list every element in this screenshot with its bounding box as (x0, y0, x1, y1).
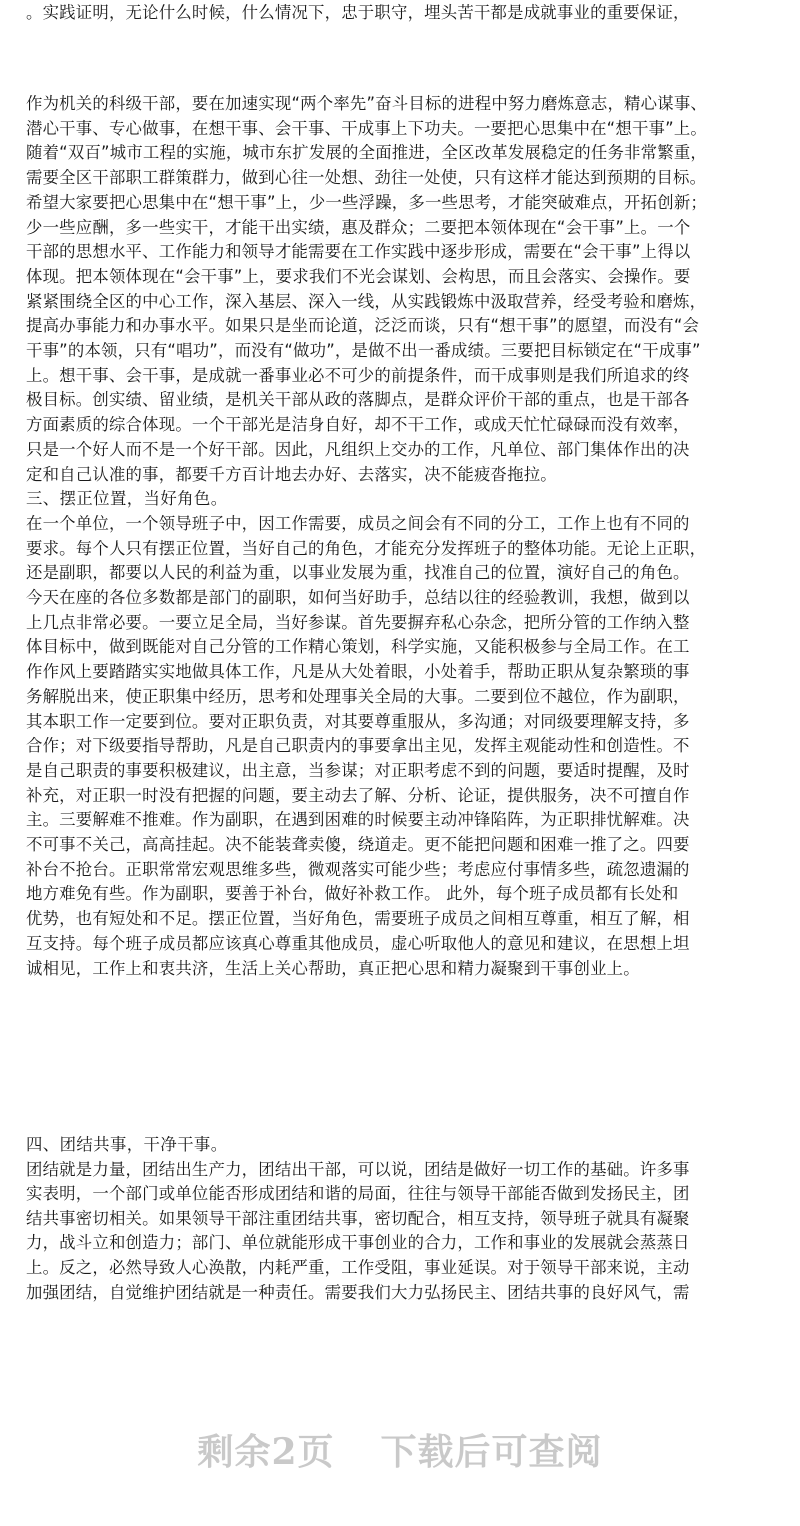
download-banner[interactable] (0, 1422, 800, 1482)
text-line: 是自己职责的事要积极建议，出主意，当参谋；对正职考虑不到的问题，要适时提醒，及时 (26, 761, 690, 780)
text-line: 实表明，一个部门或单位能否形成团结和谐的局面，往往与领导干部能否做到发扬民主，团 (26, 1184, 690, 1203)
text-line: 主。三要解难不推难。作为副职，在遇到困难的时候要主动冲锋陷阵，为正职排忧解难。决 (26, 810, 690, 829)
text-line: 结共事密切相关。如果领导干部注重团结共事，密切配合，相互支持，领导班子就具有凝聚 (26, 1209, 690, 1228)
text-line: 务解脱出来，使正职集中经历，思考和处理事关全局的大事。二要到位不越位，作为副职， (26, 687, 690, 706)
text-line: 地方难免有些。作为副职，要善于补台，做好补救工作。 此外，每个班子成员都有长处和 (26, 884, 679, 903)
text-line: 提高办事能力和办事水平。如果只是坐而论道，泛泛而谈，只有“想干事”的愿望，而没有“会 (26, 316, 700, 335)
text-line: 补台不抢台。正职常常宏观思维多些，微观落实可能少些；考虑应付事情多些，疏忽遗漏的 (26, 860, 690, 879)
text-line: 不可事不关己，高高挂起。决不能装聋卖傻，绕道走。更不能把问题和困难一推了之。四要 (26, 835, 690, 854)
text-line: 方面素质的综合体现。一个干部光是洁身自好，却不干工作，或成天忙忙碌碌而没有效率， (26, 415, 690, 434)
text-line: 加强团结，自觉维护团结就是一种责任。需要我们大力弘扬民主、团结共事的良好风气，需 (26, 1283, 690, 1302)
text-line: 体现。把本领体现在“会干事”上，要求我们不光会谋划、会构思，而且会落实、会操作。要 (26, 267, 691, 286)
text-line: 补充，对正职一时没有把握的问题，要主动去了解、分析、论证，提供服务，决不可擅自作 (26, 786, 690, 805)
text-line: 极目标。创实绩、留业绩，是机关干部从政的落脚点，是群众评价干部的重点，也是干部各 (26, 390, 690, 409)
text-line: 作为机关的科级干部，要在加速实现“两个率先”奋斗目标的进程中努力磨炼意志，精心谋事、 (26, 94, 708, 113)
text-line: 上。反之，必然导致人心涣散，内耗严重，工作受阻，事业延误。对于领导干部来说，主动 (26, 1258, 690, 1277)
text-line: 要求。每个人只有摆正位置，当好自己的角色，才能充分发挥班子的整体功能。无论上正职， (26, 539, 707, 558)
text-line: 其本职工作一定要到位。要对正职负责，对其要尊重服从，多沟通；对同级要理解支持，多 (26, 712, 690, 731)
text-line: 在一个单位，一个领导班子中，因工作需要，成员之间会有不同的分工，工作上也有不同的 (26, 514, 690, 533)
text-line: 需要全区干部职工群策群力，做到心往一处想、劲往一处使，只有这样才能达到预期的目标。 (26, 168, 707, 187)
text-line: 优势，也有短处和不足。摆正位置，当好角色，需要班子成员之间相互尊重，相互了解，相 (26, 909, 690, 928)
remaining-pages-label: 剩余2页 (197, 1431, 335, 1473)
text-line: 力，战斗立和创造力；部门、单位就能形成干事创业的合力，工作和事业的发展就会蒸蒸日 (26, 1233, 690, 1252)
text-line: 紧紧围绕全区的中心工作，深入基层、深入一线，从实践锻炼中汲取营养，经受考验和磨炼， (26, 292, 707, 311)
text-line: 体目标中，做到既能对自己分管的工作精心策划，科学实施，又能积极参与全局工作。在工 (26, 637, 690, 656)
text-line: 作作风上要踏踏实实地做具体工作，凡是从大处着眼，小处着手，帮助正职从复杂繁琐的事 (26, 662, 690, 681)
text-line: 。实践证明，无论什么时候，什么情况下，忠于职守，埋头苦干都是成就事业的重要保证， (26, 3, 690, 22)
text-line: 上几点非常必要。一要立足全局，当好参谋。首先要摒弃私心杂念，把所分管的工作纳入整 (26, 613, 690, 632)
section-heading: 三、摆正位置，当好角色。 (26, 489, 228, 508)
text-line: 随着“双百”城市工程的实施，城市东扩发展的全面推进，全区改革发展稳定的任务非常繁重， (26, 143, 708, 162)
text-line: 上。想干事、会干事，是成就一番事业必不可少的前提条件，而干成事则是我们所追求的终 (26, 366, 690, 385)
text-line: 干部的思想水平、工作能力和领导才能需要在工作实践中逐步形成，需要在“会干事”上得以 (26, 242, 691, 261)
text-line: 诚相见，工作上和衷共济，生活上关心帮助，真正把心思和精力凝聚到干事创业上。 (26, 959, 640, 978)
text-line: 少一些应酬，多一些实干，才能干出实绩，惠及群众；二要把本领体现在“会干事”上。一个 (26, 218, 691, 237)
text-line: 合作；对下级要指导帮助，凡是自己职责内的事要拿出主见，发挥主观能动性和创造性。不 (26, 736, 690, 755)
text-line: 今天在座的各位多数都是部门的副职，如何当好助手，总结以往的经验教训，我想，做到以 (26, 588, 690, 607)
text-line: 只是一个好人而不是一个好干部。因此，凡组织上交办的工作，凡单位、部门集体作出的决 (26, 440, 690, 459)
text-line: 互支持。每个班子成员都应该真心尊重其他成员，虚心听取他人的意见和建议，在思想上坦 (26, 934, 690, 953)
text-line: 干事”的本领，只有“唱功”，而没有“做功”，是做不出一番成绩。三要把目标锁定在“干成事” (26, 341, 701, 360)
text-line: 定和自己认准的事，都要千方百计地去办好、去落实，决不能疲沓拖拉。 (26, 465, 557, 484)
text-line: 希望大家要把心思集中在“想干事”上，少一些浮躁，多一些思考，才能突破难点，开拓创新； (26, 193, 708, 212)
text-line: 还是副职，都要以人民的利益为重，以事业发展为重，找准自己的位置，演好自己的角色。 (26, 563, 690, 582)
text-line: 潜心干事、专心做事，在想干事、会干事、干成事上下功夫。一要把心思集中在“想干事”上。 (26, 119, 708, 138)
download-hint-label: 下载后可查阅 (380, 1431, 603, 1473)
text-line: 团结就是力量，团结出生产力，团结出干部，可以说，团结是做好一切工作的基础。许多事 (26, 1160, 690, 1179)
section-heading: 四、团结共事，干净干事。 (26, 1135, 228, 1154)
